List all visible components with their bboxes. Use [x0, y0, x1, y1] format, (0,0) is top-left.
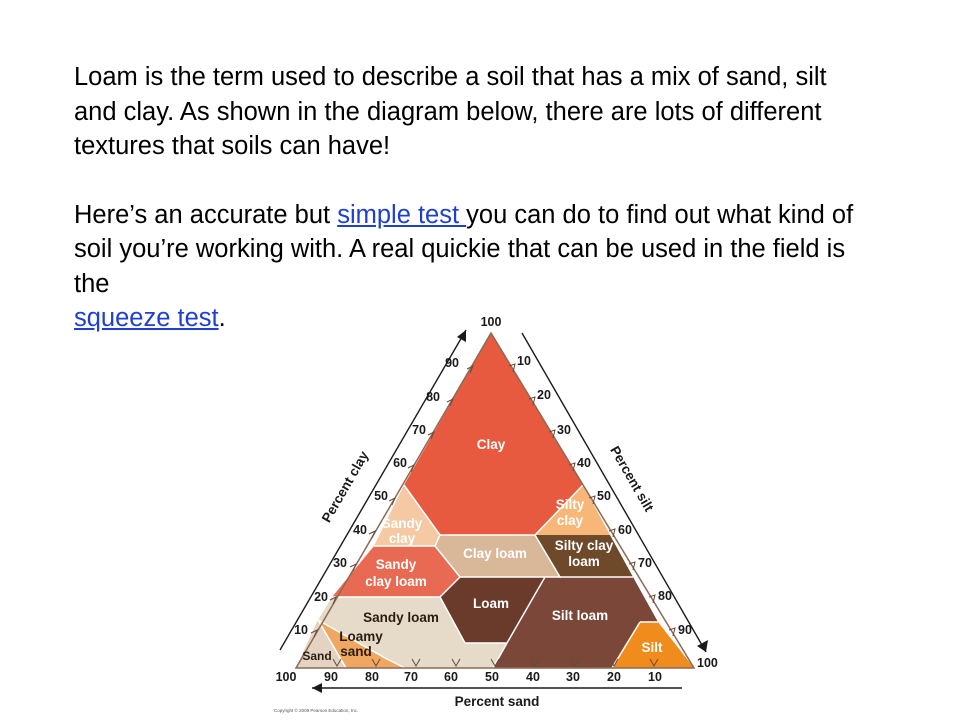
label-loamy-sand-2: sand [340, 644, 372, 659]
sand-tick-60: 60 [444, 670, 458, 684]
clay-tick-70: 70 [412, 423, 426, 437]
paragraph-gap [74, 164, 874, 198]
clay-tick-90: 90 [445, 356, 459, 370]
sand-tick-40: 40 [526, 670, 540, 684]
tests-text-1: Here’s an accurate but [74, 200, 338, 229]
sand-tick-30: 30 [566, 670, 580, 684]
axis-title-sand: Percent sand [454, 694, 540, 709]
sand-tick-10: 10 [648, 670, 662, 684]
silt-tick-30: 30 [557, 423, 571, 437]
copyright-notice: Copyright © 2009 Pearson Education, Inc. [274, 708, 359, 713]
sand-tick-100: 100 [275, 670, 297, 684]
label-silty-clay-loam-1: Silty clay [554, 538, 614, 553]
label-sand: Sand [302, 649, 332, 663]
label-sandy-clay-loam-1: Sandy [375, 557, 417, 572]
silt-arrowhead [697, 640, 708, 652]
simple-test-link[interactable]: simple test [337, 200, 467, 229]
label-silty-clay-1: Silty [555, 497, 585, 512]
paragraph-loam: Loam is the term used to describe a soil that has a mix of sand, silt and clay. As shown in the diagram below, there are lots of different textures that soils can have! [74, 63, 827, 160]
intro-text [74, 60, 874, 336]
clay-arrowhead [457, 330, 466, 342]
axis-title-clay: Percent clay [318, 448, 372, 525]
soil-texture-triangle [262, 300, 732, 720]
label-sandy-loam: Sandy loam [363, 610, 439, 625]
clay-tick-20: 20 [314, 590, 328, 604]
label-silt: Silt [641, 640, 663, 655]
sand-tick-labels [276, 670, 662, 684]
label-clay: Clay [476, 437, 506, 452]
label-silt-loam: Silt loam [551, 608, 609, 623]
sand-tick-70: 70 [404, 670, 418, 684]
silt-tick-80: 80 [658, 589, 672, 603]
label-clay-loam: Clay loam [463, 546, 527, 561]
squeeze-test-link[interactable]: squeeze test [74, 304, 219, 332]
silt-tick-70: 70 [638, 556, 652, 570]
sand-tick-50: 50 [485, 670, 499, 684]
silt-tick-20: 20 [537, 388, 551, 402]
silt-tick-90: 90 [678, 623, 692, 637]
sand-arrowhead [312, 683, 322, 693]
label-loamy-sand-1: Loamy [339, 629, 383, 644]
axis-title-silt: Percent silt [607, 443, 657, 515]
label-silty-clay-2: clay [556, 513, 584, 528]
clay-tick-60: 60 [393, 456, 407, 470]
sand-tick-80: 80 [365, 670, 379, 684]
label-loam: Loam [472, 596, 510, 611]
tests-text-3: . [218, 304, 226, 332]
label-sandy-clay-loam-2: clay loam [365, 574, 427, 589]
silt-tick-50: 50 [597, 489, 611, 503]
clay-tick-30: 30 [333, 556, 347, 570]
silt-tick-100: 100 [697, 656, 718, 670]
sand-tick-90: 90 [324, 670, 338, 684]
clay-tick-80: 80 [426, 390, 440, 404]
clay-tick-10: 10 [294, 623, 308, 637]
clay-tick-40: 40 [353, 523, 367, 537]
tests-text-2: you can do to find out what kind of soil you’re working with. A real quickie that can be used in the field is the [74, 200, 854, 298]
label-sandy-clay-1: Sandy [381, 516, 423, 531]
silt-tick-10: 10 [517, 354, 531, 368]
sand-tick-20: 20 [607, 670, 621, 684]
silt-tick-40: 40 [577, 456, 591, 470]
label-silty-clay-loam-2: loam [568, 554, 600, 569]
label-sandy-clay-2: clay [388, 531, 416, 546]
silt-tick-60: 60 [618, 523, 632, 537]
clay-tick-100: 100 [480, 315, 502, 329]
clay-tick-50: 50 [374, 489, 388, 503]
